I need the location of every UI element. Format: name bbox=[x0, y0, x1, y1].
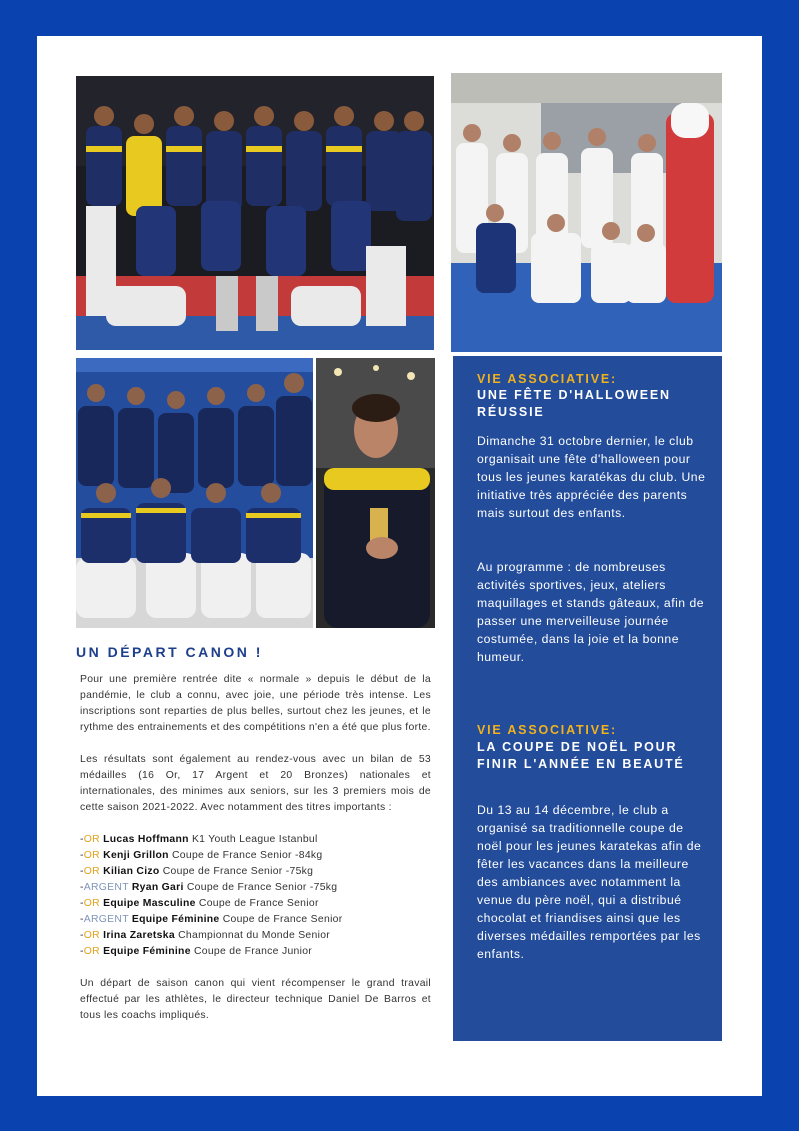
list-item: -OR Equipe Féminine Coupe de France Junior bbox=[80, 946, 313, 957]
closing-paragraph: Un départ de saison canon qui vient récompenser le grand travail effectué par les athlètes, le directeur technique Daniel De Barros et tous les coachs impliqués. bbox=[80, 978, 431, 1021]
results-list bbox=[80, 832, 431, 960]
list-item: -ARGENT Ryan Gari Coupe de France Senior -75kg bbox=[80, 882, 338, 893]
article-body bbox=[80, 672, 431, 1040]
vie-associative-panel bbox=[453, 356, 722, 1041]
list-item: -ARGENT Equipe Féminine Coupe de France Senior bbox=[80, 914, 343, 925]
noel-kicker: VIE ASSOCIATIVE: bbox=[477, 723, 617, 737]
kids-with-santa-photo bbox=[451, 73, 722, 352]
page bbox=[37, 36, 762, 1096]
results-paragraph: Les résultats sont également au rendez-vous avec un bilan de 53 médailles (16 Or, 17 Argent et 20 Bronzes) nationales et internationales, des minimes aux seniors, sur les 3 premiers mois de cette saison 2021-2022. Avec notamment des titres importants : bbox=[80, 754, 431, 813]
list-item: -OR Lucas Hoffmann K1 Youth League Istanbul bbox=[80, 834, 318, 845]
list-item: -OR Irina Zaretska Championnat du Monde Senior bbox=[80, 930, 331, 941]
noel-text: Du 13 au 14 décembre, le club a organisé sa traditionnelle coupe de noël pour les jeunes karatekas afin de fêter les vacances dans la meilleure des ambiances avec notamment la venue du père noël, qui a distribué chocolat et friandises ainsi que les diverses médailles remportées par les enfants. bbox=[477, 803, 702, 961]
list-item: -OR Equipe Masculine Coupe de France Senior bbox=[80, 898, 319, 909]
team-group-photo bbox=[76, 76, 434, 350]
halloween-kicker: VIE ASSOCIATIVE: bbox=[477, 372, 617, 386]
halloween-text: Dimanche 31 octobre dernier, le club organisait une fête d'halloween pour tous les jeunes karatékas du club. Une initiative très appréciée des parents mais surtout des enfants. bbox=[477, 434, 706, 520]
halloween-program-text: Au programme : de nombreuses activités sportives, jeux, ateliers maquillages et stands gâteaux, afin de passer une merveilleuse journée costumée, dans la joie et la bonne humeur. bbox=[477, 560, 705, 664]
section-title-depart-canon: UN DÉPART CANON ! bbox=[76, 644, 263, 660]
athlete-with-medal-photo bbox=[316, 358, 435, 628]
halloween-title: UNE FÊTE D'HALLOWEEN RÉUSSIE bbox=[477, 388, 671, 419]
list-item: -OR Kenji Grillon Coupe de France Senior -84kg bbox=[80, 850, 323, 861]
intro-paragraph: Pour une première rentrée dite « normale » depuis le début de la pandémie, le club a connu, avec joie, une période très intense. Les inscriptions sont reparties de plus belles, surtout chez les jeunes, et le rythme des entrainements et des compétitions n'en a été que plus forte. bbox=[80, 674, 431, 733]
junior-team-photo bbox=[76, 358, 313, 628]
noel-title: LA COUPE DE NOËL POUR FINIR L'ANNÉE EN BEAUTÉ bbox=[477, 740, 685, 771]
list-item: -OR Kilian Cizo Coupe de France Senior -75kg bbox=[80, 866, 314, 877]
